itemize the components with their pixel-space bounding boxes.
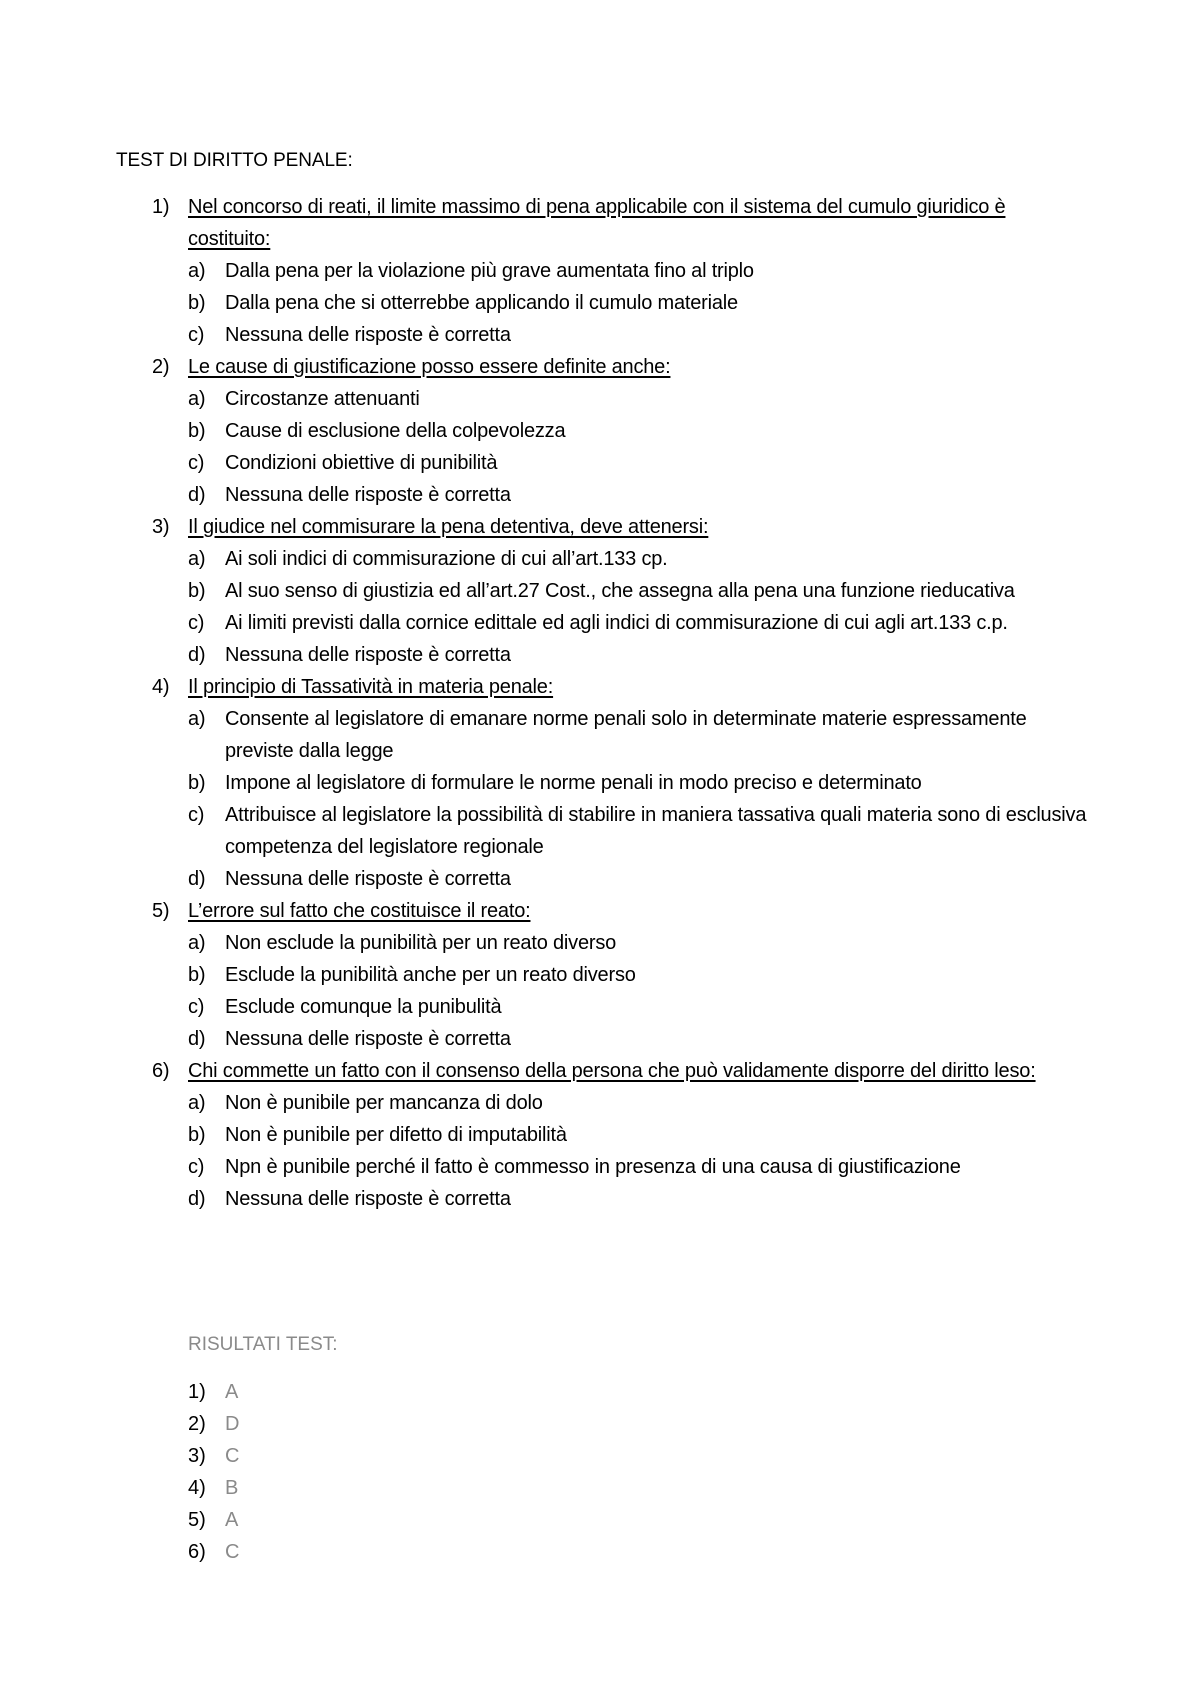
answer-letter: d) xyxy=(188,1028,206,1050)
answer-option xyxy=(0,383,1200,415)
answer-letter: a) xyxy=(188,388,206,410)
question-text: Nel concorso di reati, il limite massimo di pena applicabile con il sistema del cumulo giuridico è costituito: xyxy=(188,196,1006,250)
answer-option xyxy=(0,767,1200,799)
answer-text: Nessuna delle risposte è corretta xyxy=(225,644,511,666)
answer-letter: d) xyxy=(188,644,206,666)
question-text: Chi commette un fatto con il consenso della persona che può validamente disporre del diritto leso: xyxy=(188,1060,1036,1082)
question-4 xyxy=(0,671,1200,895)
answer-text: Cause di esclusione della colpevolezza xyxy=(225,420,566,442)
result-answer: D xyxy=(225,1413,240,1435)
question-number: 1) xyxy=(152,196,170,218)
question-number: 5) xyxy=(152,900,170,922)
answer-option xyxy=(0,799,1200,863)
answer-text: Consente al legislatore di emanare norme penali solo in determinate materie espressamente previste dalla legge xyxy=(225,708,1027,762)
answer-letter: a) xyxy=(188,1092,206,1114)
question-text: Il giudice nel commisurare la pena detentiva, deve attenersi: xyxy=(188,516,709,538)
answer-letter: c) xyxy=(188,804,205,826)
result-number: 1) xyxy=(188,1381,206,1403)
result-answer: B xyxy=(225,1477,239,1499)
answer-letter: b) xyxy=(188,772,206,794)
question-6 xyxy=(0,1055,1200,1215)
answer-letter: c) xyxy=(188,452,205,474)
answer-text: Nessuna delle risposte è corretta xyxy=(225,1188,511,1210)
question-header xyxy=(0,351,1200,383)
answer-text: Ai limiti previsti dalla cornice edittale ed agli indici di commisurazione di cui agli art.133 c.p. xyxy=(225,612,1008,634)
results-list xyxy=(0,1376,1200,1568)
answer-text: Ai soli indici di commisurazione di cui all’art.133 cp. xyxy=(225,548,668,570)
answer-option xyxy=(0,1119,1200,1151)
results-title: RISULTATI TEST: xyxy=(188,1334,338,1355)
result-item xyxy=(0,1376,1200,1408)
question-3 xyxy=(0,511,1200,671)
answer-text: Non è punibile per mancanza di dolo xyxy=(225,1092,543,1114)
answer-letter: a) xyxy=(188,260,206,282)
result-answer: A xyxy=(225,1381,239,1403)
result-number: 4) xyxy=(188,1477,206,1499)
question-header xyxy=(0,1055,1200,1087)
answer-option xyxy=(0,639,1200,671)
question-number: 6) xyxy=(152,1060,170,1082)
answer-text: Esclude la punibilità anche per un reato diverso xyxy=(225,964,636,986)
answer-text: Dalla pena che si otterrebbe applicando il cumulo materiale xyxy=(225,292,738,314)
answer-option xyxy=(0,991,1200,1023)
question-1 xyxy=(0,191,1200,351)
result-answer: C xyxy=(225,1541,240,1563)
result-number: 2) xyxy=(188,1413,206,1435)
question-text: Il principio di Tassatività in materia penale: xyxy=(188,676,554,698)
answer-option xyxy=(0,543,1200,575)
result-item xyxy=(0,1408,1200,1440)
answer-option xyxy=(0,1183,1200,1215)
answer-text: Non esclude la punibilità per un reato diverso xyxy=(225,932,617,954)
answer-letter: b) xyxy=(188,580,206,602)
answer-letter: a) xyxy=(188,932,206,954)
answer-option xyxy=(0,255,1200,287)
answer-option xyxy=(0,319,1200,351)
question-header xyxy=(0,895,1200,927)
answer-option xyxy=(0,1023,1200,1055)
result-item xyxy=(0,1472,1200,1504)
answer-letter: c) xyxy=(188,324,205,346)
result-item xyxy=(0,1440,1200,1472)
answer-text: Circostanze attenuanti xyxy=(225,388,420,410)
question-header xyxy=(0,191,1200,255)
question-2 xyxy=(0,351,1200,511)
question-number: 3) xyxy=(152,516,170,538)
answer-letter: b) xyxy=(188,420,206,442)
answer-letter: c) xyxy=(188,1156,205,1178)
question-list xyxy=(0,191,1200,1215)
answer-option xyxy=(0,1087,1200,1119)
answer-option xyxy=(0,863,1200,895)
answer-text: Condizioni obiettive di punibilità xyxy=(225,452,498,474)
question-number: 2) xyxy=(152,356,170,378)
answer-text: Nessuna delle risposte è corretta xyxy=(225,1028,511,1050)
answer-text: Non è punibile per difetto di imputabilità xyxy=(225,1124,567,1146)
answer-letter: b) xyxy=(188,1124,206,1146)
question-header xyxy=(0,511,1200,543)
answer-text: Nessuna delle risposte è corretta xyxy=(225,324,511,346)
answer-text: Dalla pena per la violazione più grave aumentata fino al triplo xyxy=(225,260,754,282)
answer-option xyxy=(0,575,1200,607)
answer-option xyxy=(0,479,1200,511)
question-header xyxy=(0,671,1200,703)
answer-option xyxy=(0,607,1200,639)
question-text: Le cause di giustificazione posso essere definite anche: xyxy=(188,356,671,378)
answer-text: Npn è punibile perché il fatto è commesso in presenza di una causa di giustificazione xyxy=(225,1156,961,1178)
result-number: 5) xyxy=(188,1509,206,1531)
result-answer: C xyxy=(225,1445,240,1467)
answer-letter: b) xyxy=(188,964,206,986)
answer-text: Al suo senso di giustizia ed all’art.27 Cost., che assegna alla pena una funzione rieducativa xyxy=(225,580,1015,602)
question-number: 4) xyxy=(152,676,170,698)
result-number: 3) xyxy=(188,1445,206,1467)
answer-letter: c) xyxy=(188,612,205,634)
result-item xyxy=(0,1536,1200,1568)
result-answer: A xyxy=(225,1509,239,1531)
result-item xyxy=(0,1504,1200,1536)
answer-letter: d) xyxy=(188,868,206,890)
answer-option xyxy=(0,287,1200,319)
answer-option xyxy=(0,415,1200,447)
answer-option xyxy=(0,927,1200,959)
answer-text: Attribuisce al legislatore la possibilità di stabilire in maniera tassativa quali materia sono di esclusiva competenza del legislatore regionale xyxy=(225,804,1087,858)
answer-letter: b) xyxy=(188,292,206,314)
answer-letter: a) xyxy=(188,708,206,730)
answer-letter: d) xyxy=(188,1188,206,1210)
answer-letter: c) xyxy=(188,996,205,1018)
answer-text: Impone al legislatore di formulare le norme penali in modo preciso e determinato xyxy=(225,772,922,794)
answer-option xyxy=(0,447,1200,479)
answer-text: Esclude comunque la punibulità xyxy=(225,996,502,1018)
answer-option xyxy=(0,959,1200,991)
document-title: TEST DI DIRITTO PENALE: xyxy=(116,150,353,171)
answer-option xyxy=(0,1151,1200,1183)
answer-letter: a) xyxy=(188,548,206,570)
answer-letter: d) xyxy=(188,484,206,506)
answer-text: Nessuna delle risposte è corretta xyxy=(225,484,511,506)
question-text: L’errore sul fatto che costituisce il reato: xyxy=(188,900,531,922)
answer-option xyxy=(0,703,1200,767)
result-number: 6) xyxy=(188,1541,206,1563)
answer-text: Nessuna delle risposte è corretta xyxy=(225,868,511,890)
question-5 xyxy=(0,895,1200,1055)
